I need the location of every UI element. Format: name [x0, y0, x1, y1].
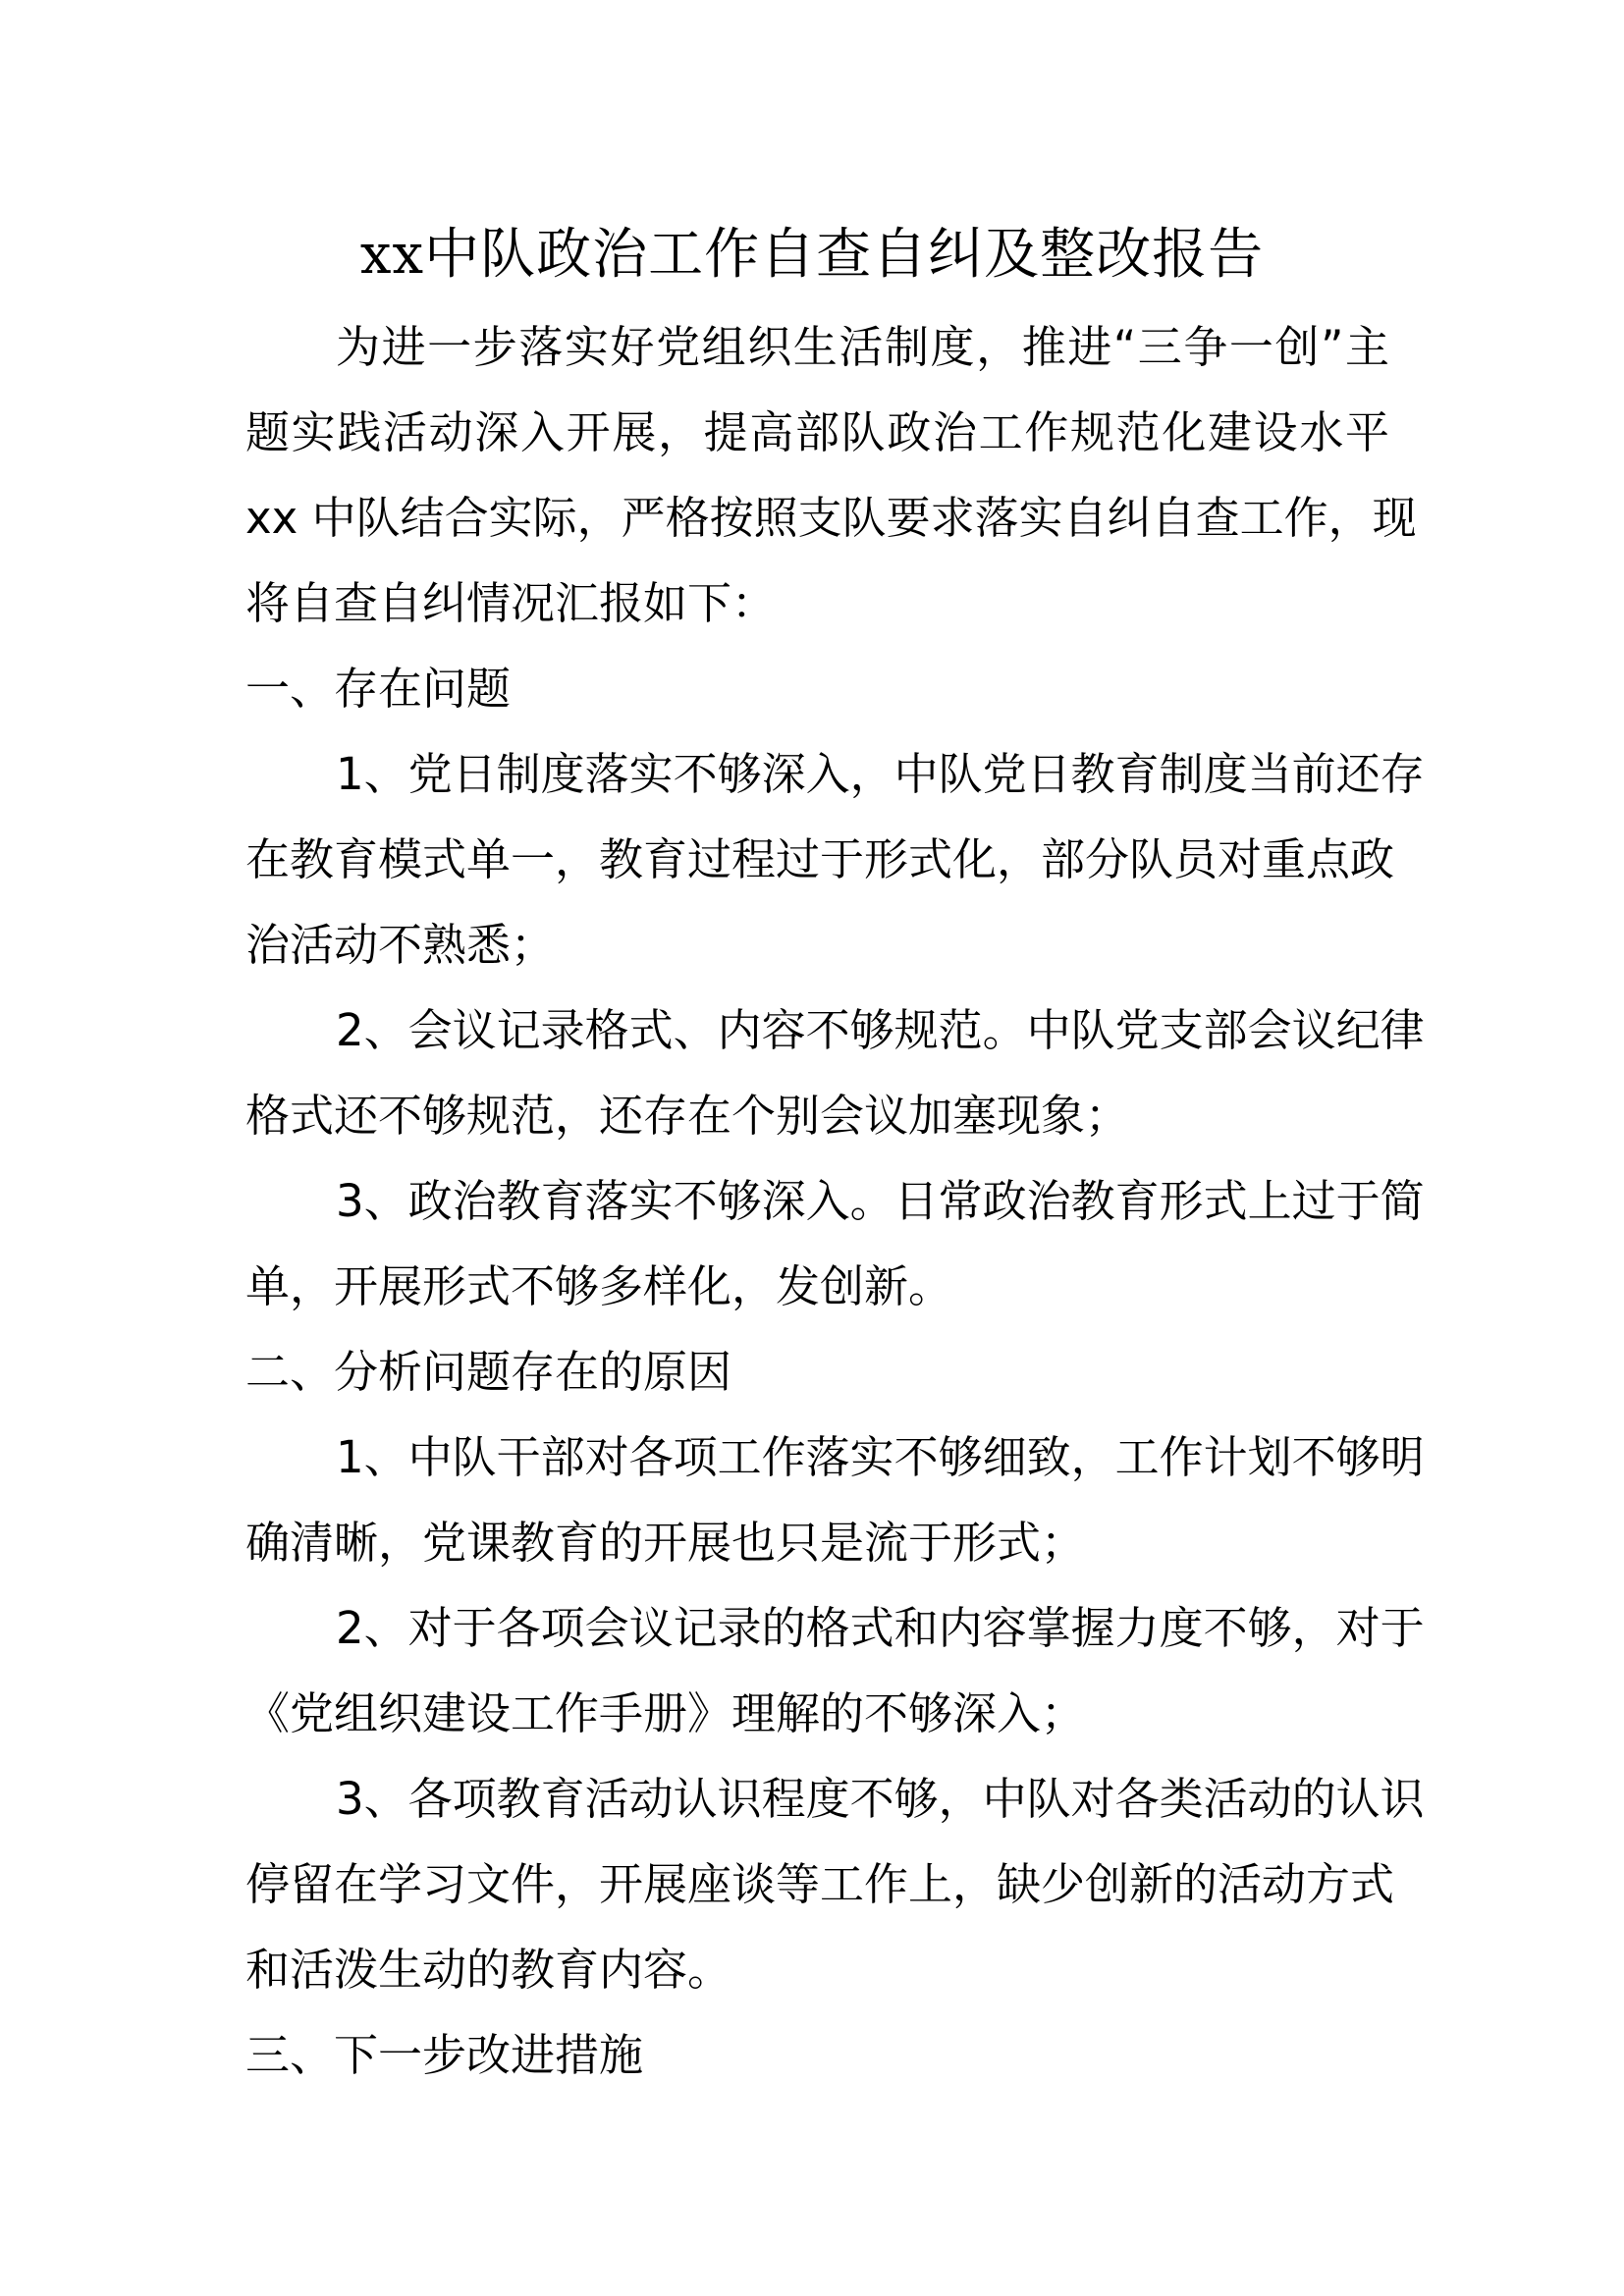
problem-item-3 [245, 1158, 1425, 1329]
problem-item-1 [245, 731, 1425, 988]
intro-line: 题实践活动深入开展，提高部队政治工作规范化建设水平 [245, 406, 1389, 458]
section-problems [245, 646, 1425, 1329]
intro-line: xx 中队结合实际，严格按照支队要求落实自纠自查工作，现 [245, 492, 1417, 544]
section-causes [245, 1329, 1425, 2012]
paragraph-line: 2、对于各项会议记录的格式和内容掌握力度不够，对于 [336, 1602, 1425, 1654]
paragraph-line: 和活泼生动的教育内容。 [245, 1944, 732, 1996]
paragraph-line: 2、会议记录格式、内容不够规范。中队党支部会议纪律 [336, 1004, 1425, 1056]
section-heading: 一、存在问题 [245, 663, 512, 715]
document-body [245, 304, 1425, 2098]
intro-paragraph [245, 304, 1417, 646]
paragraph-line: 停留在学习文件，开展座谈等工作上，缺少创新的活动方式 [245, 1858, 1395, 1910]
cause-item-3 [245, 1756, 1425, 2012]
cause-item-2 [245, 1585, 1425, 1756]
paragraph-line: 单，开展形式不够多样化，发创新。 [245, 1260, 953, 1312]
paragraph-line: 3、政治教育落实不够深入。日常政治教育形式上过于简 [336, 1175, 1425, 1227]
paragraph-line: 在教育模式单一，教育过程过于形式化，部分队员对重点政 [245, 833, 1395, 885]
paragraph-line: 3、各项教育活动认识程度不够，中队对各类活动的认识 [336, 1773, 1425, 1825]
paragraph-line: 1、党日制度落实不够深入，中队党日教育制度当前还存 [336, 748, 1425, 800]
section-next-steps [245, 2012, 1389, 2098]
paragraph-line: 《党组织建设工作手册》理解的不够深入； [245, 1687, 1086, 1739]
section-heading: 三、下一步改进措施 [245, 2029, 644, 2081]
paragraph-line: 治活动不熟悉； [245, 919, 556, 971]
section-heading: 二、分析问题存在的原因 [245, 1346, 732, 1398]
paragraph-line: 格式还不够规范，还存在个别会议加塞现象； [245, 1090, 1130, 1142]
problem-item-2 [245, 988, 1425, 1158]
intro-line: 将自查自纠情况汇报如下： [245, 577, 777, 629]
document-title: xx中队政治工作自查自纠及整改报告 [359, 223, 1265, 287]
intro-line: 为进一步落实好党组织生活制度，推进“三争一创”主 [336, 321, 1389, 373]
paragraph-line: 1、中队干部对各项工作落实不够细致，工作计划不够明 [336, 1431, 1425, 1483]
cause-item-1 [245, 1415, 1425, 1585]
paragraph-line: 确清晰，党课教育的开展也只是流于形式； [245, 1517, 1086, 1569]
